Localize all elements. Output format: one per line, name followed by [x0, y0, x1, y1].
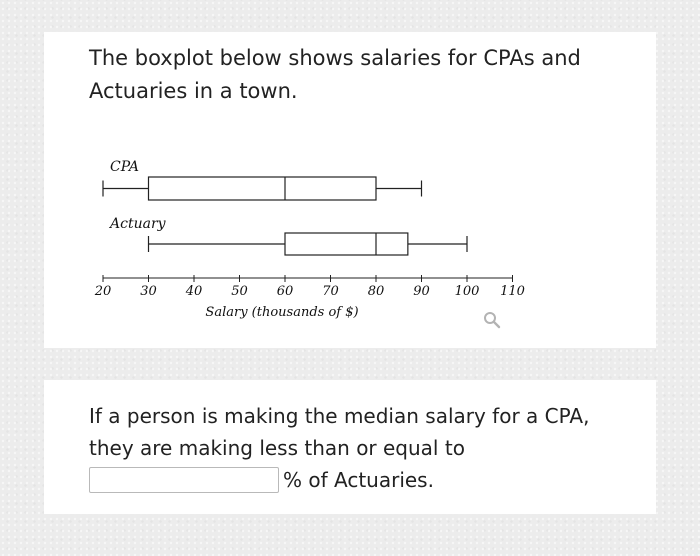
- x-tick-label-30: 30: [140, 284, 157, 299]
- prompt-line-2: they are making less than or equal to: [89, 436, 465, 460]
- series-label-actuary: Actuary: [110, 216, 166, 232]
- cpa-iqr-box: [149, 177, 377, 200]
- x-tick-label-20: 20: [94, 284, 112, 299]
- x-tick-label-100: 100: [454, 284, 480, 299]
- x-tick-label-50: 50: [231, 284, 248, 299]
- prompt-line-1: If a person is making the median salary for a CPA,: [89, 404, 590, 428]
- x-tick-label-110: 110: [500, 284, 525, 299]
- x-tick-label-60: 60: [276, 284, 294, 299]
- x-tick-label-40: 40: [185, 284, 203, 299]
- actuary-iqr-box: [285, 233, 408, 255]
- answer-prompt: [89, 400, 634, 496]
- series-label-cpa: CPA: [110, 159, 139, 175]
- percent-answer-input[interactable]: [89, 467, 279, 493]
- answer-row: [89, 464, 634, 496]
- answer-suffix: % of Actuaries.: [283, 468, 434, 492]
- magnifier-icon[interactable]: [482, 310, 502, 330]
- x-axis-label: Salary (thousands of $): [205, 305, 359, 320]
- boxplot-chart: [44, 32, 656, 348]
- question-card: [44, 32, 656, 348]
- x-tick-label-90: 90: [413, 284, 430, 299]
- x-tick-label-70: 70: [322, 284, 339, 299]
- x-tick-label-80: 80: [367, 284, 385, 299]
- answer-card: [44, 380, 656, 514]
- question-text: The boxplot below shows salaries for CPAs and Actuaries in a town.: [89, 46, 581, 103]
